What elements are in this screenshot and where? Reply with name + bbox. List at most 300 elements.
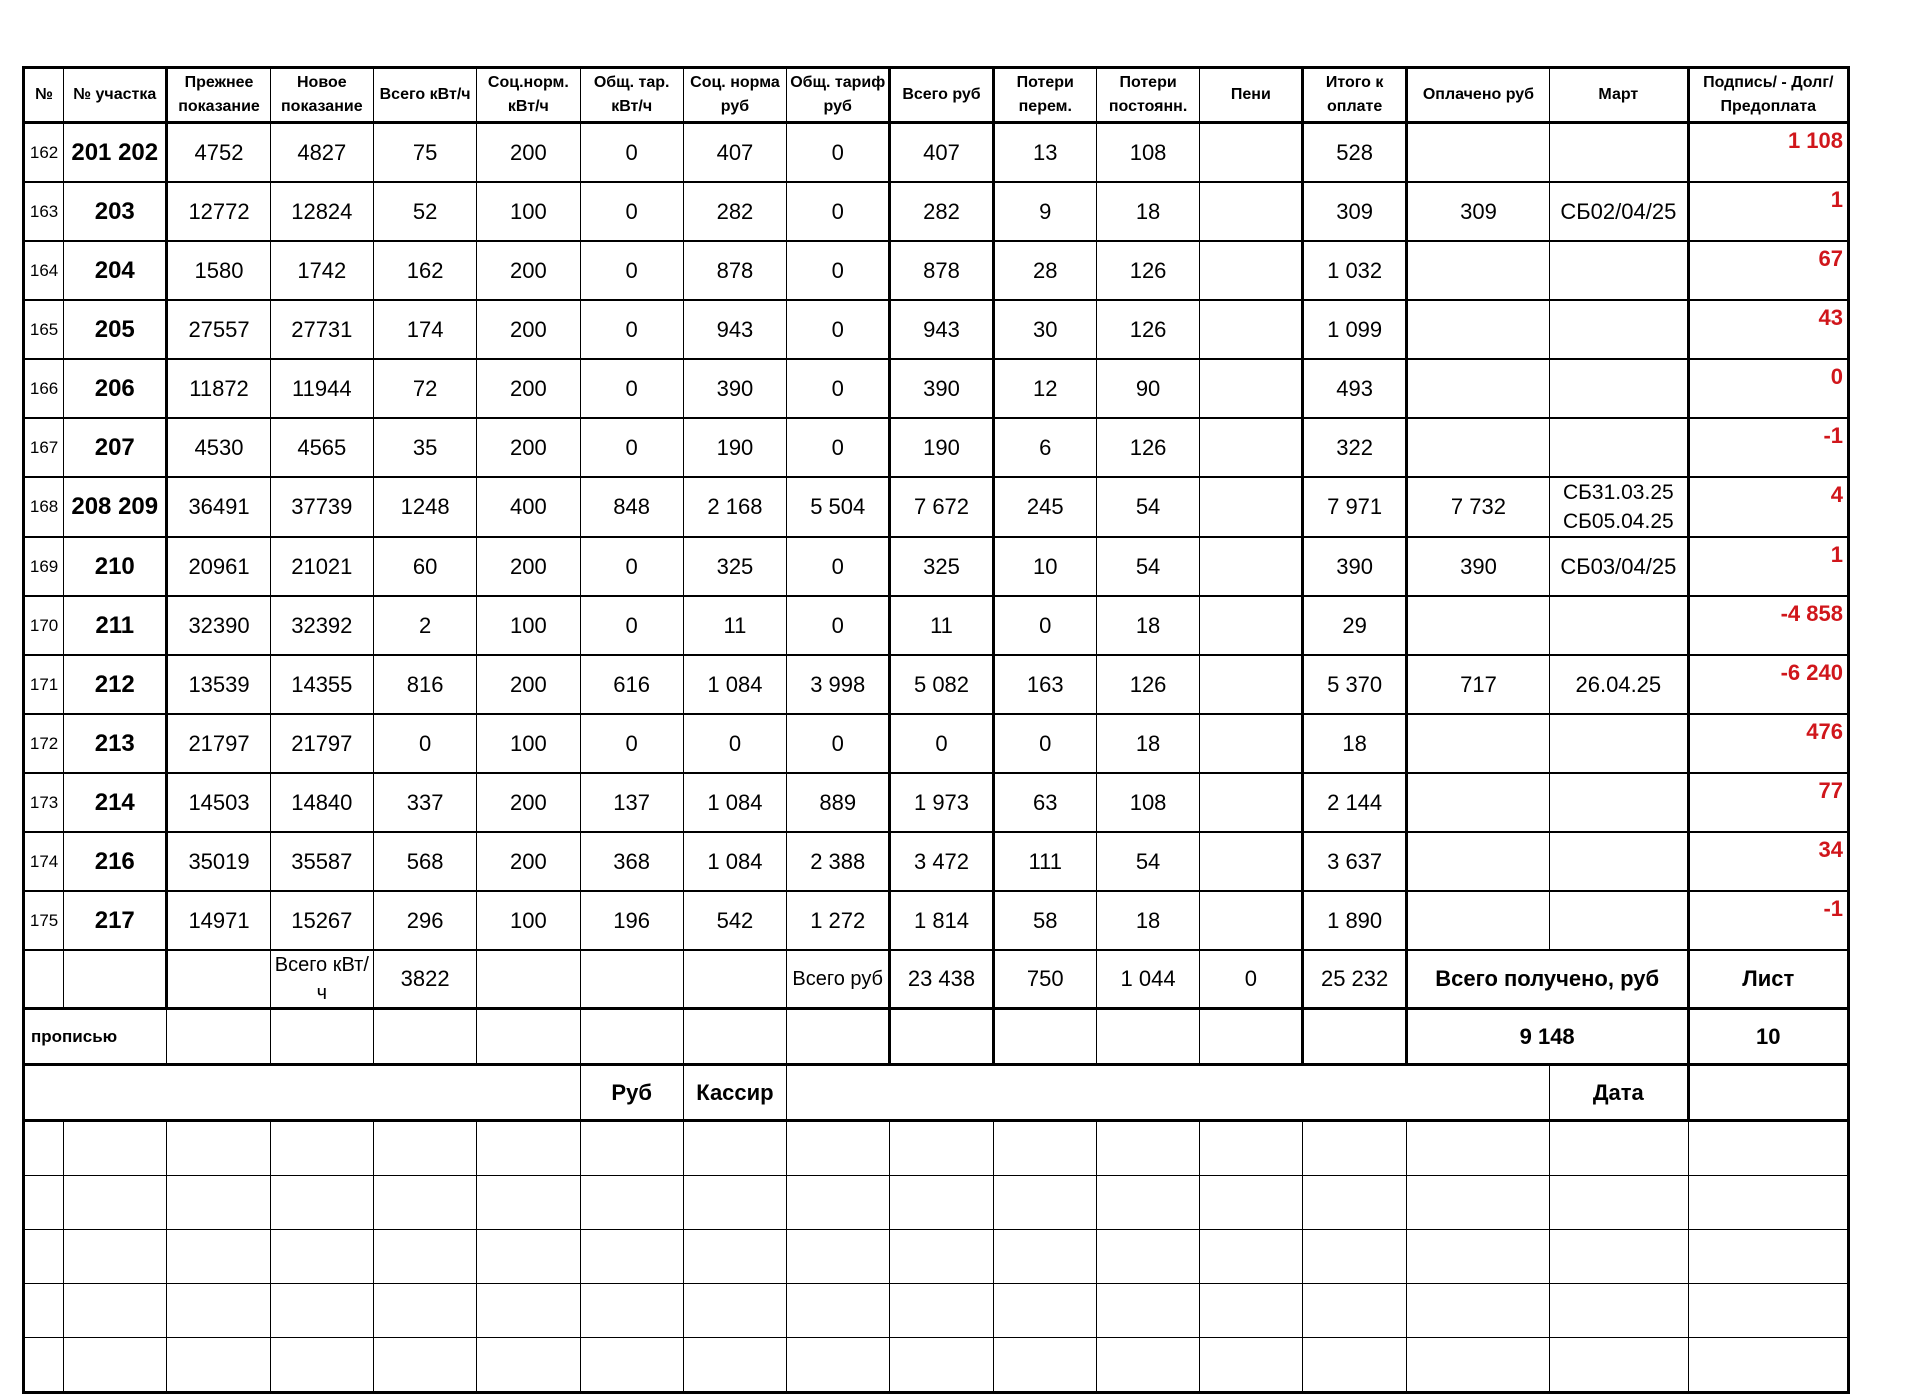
cell-peni: [1200, 300, 1303, 359]
total-to-pay: 25 232: [1303, 950, 1406, 1009]
cell-total_kwh: 337: [373, 773, 476, 832]
table-row: [24, 477, 1849, 537]
cell-total_kwh: 60: [373, 537, 476, 596]
cell-paid: [1406, 773, 1549, 832]
empty-cell: [24, 1065, 581, 1121]
empty-cell: [1200, 1121, 1303, 1176]
cell-debt: 4: [1688, 477, 1848, 537]
cell-prev: 21797: [167, 714, 270, 773]
cell-gen_kwh: 0: [580, 359, 683, 418]
empty-cell: [580, 1009, 683, 1065]
empty-cell: [1688, 1284, 1848, 1338]
cell-gen_kwh: 0: [580, 241, 683, 300]
totals-row: [24, 950, 1849, 1009]
empty-cell: [580, 1284, 683, 1338]
empty-cell: [270, 1284, 373, 1338]
cell-new: 21797: [270, 714, 373, 773]
empty-cell: [787, 1230, 890, 1284]
cell-soc_kwh: 100: [477, 182, 580, 241]
cell-n: 162: [24, 123, 64, 183]
cell-to_pay: 322: [1303, 418, 1406, 477]
cell-plot: 212: [64, 655, 167, 714]
total-loss-variable: 750: [993, 950, 1096, 1009]
cell-gen_kwh: 0: [580, 596, 683, 655]
empty-cell: [1303, 1230, 1406, 1284]
cell-total_kwh: 2: [373, 596, 476, 655]
col-loss-variable-header: Потери перем.: [993, 68, 1096, 123]
cell-n: 172: [24, 714, 64, 773]
empty-cell: [1688, 1230, 1848, 1284]
cell-prev: 14971: [167, 891, 270, 950]
col-social-rub-header: Соц. норма руб: [683, 68, 786, 123]
cell-new: 21021: [270, 537, 373, 596]
empty-cell: [683, 1230, 786, 1284]
empty-cell: [787, 1176, 890, 1230]
empty-cell: [167, 1009, 270, 1065]
empty-cell: [477, 1176, 580, 1230]
cell-peni: [1200, 773, 1303, 832]
blank-row: [24, 1176, 1849, 1230]
cell-march: [1550, 891, 1688, 950]
empty-cell: [64, 1121, 167, 1176]
col-general-rub-header: Общ. тариф руб: [787, 68, 890, 123]
cell-total_kwh: 816: [373, 655, 476, 714]
empty-cell: [890, 1121, 993, 1176]
cell-prev: 4530: [167, 418, 270, 477]
cell-total_rub: 1 973: [890, 773, 993, 832]
table-row: [24, 359, 1849, 418]
cell-new: 15267: [270, 891, 373, 950]
empty-cell: [890, 1009, 993, 1065]
date-cell: [1688, 1065, 1848, 1121]
cell-new: 1742: [270, 241, 373, 300]
cell-total_kwh: 1248: [373, 477, 476, 537]
cell-soc_rub: 1 084: [683, 773, 786, 832]
empty-cell: [993, 1121, 1096, 1176]
cell-loss_var: 9: [993, 182, 1096, 241]
header-row: [24, 68, 1849, 123]
empty-cell: [1406, 1284, 1549, 1338]
cell-total_kwh: 75: [373, 123, 476, 183]
empty-cell: [890, 1176, 993, 1230]
empty-cell: [890, 1284, 993, 1338]
cell-plot: 217: [64, 891, 167, 950]
cell-gen_rub: 0: [787, 241, 890, 300]
empty-cell: [1200, 1338, 1303, 1393]
cell-paid: [1406, 596, 1549, 655]
table-row: [24, 182, 1849, 241]
total-kwh-label: Всего кВт/ч: [270, 950, 373, 1009]
cell-soc_rub: 11: [683, 596, 786, 655]
cell-plot: 207: [64, 418, 167, 477]
empty-cell: [24, 1121, 64, 1176]
cell-plot: 216: [64, 832, 167, 891]
cell-paid: [1406, 714, 1549, 773]
cell-peni: [1200, 596, 1303, 655]
col-total-rub-header: Всего руб: [890, 68, 993, 123]
cell-loss_var: 12: [993, 359, 1096, 418]
empty-cell: [477, 1121, 580, 1176]
cell-soc_kwh: 200: [477, 537, 580, 596]
empty-cell: [24, 1176, 64, 1230]
empty-cell: [167, 1230, 270, 1284]
cell-total_rub: 943: [890, 300, 993, 359]
cell-loss_var: 10: [993, 537, 1096, 596]
empty-cell: [167, 1121, 270, 1176]
empty-cell: [580, 1176, 683, 1230]
cell-debt: 476: [1688, 714, 1848, 773]
cell-to_pay: 3 637: [1303, 832, 1406, 891]
empty-cell: [477, 1230, 580, 1284]
table-row: [24, 123, 1849, 183]
empty-cell: [1200, 1284, 1303, 1338]
cell-total_rub: 7 672: [890, 477, 993, 537]
cell-paid: 7 732: [1406, 477, 1549, 537]
cell-to_pay: 18: [1303, 714, 1406, 773]
table-row: [24, 418, 1849, 477]
cell-total_rub: 1 814: [890, 891, 993, 950]
empty-cell: [167, 1338, 270, 1393]
cell-gen_kwh: 0: [580, 123, 683, 183]
table-row: [24, 773, 1849, 832]
empty-cell: [270, 1009, 373, 1065]
cell-march: [1550, 418, 1688, 477]
cell-gen_kwh: 0: [580, 537, 683, 596]
cell-debt: 0: [1688, 359, 1848, 418]
empty-cell: [580, 950, 683, 1009]
cell-soc_kwh: 200: [477, 832, 580, 891]
cell-paid: [1406, 241, 1549, 300]
col-to-pay-header: Итого к оплате: [1303, 68, 1406, 123]
cell-debt: -1: [1688, 418, 1848, 477]
cell-loss_var: 6: [993, 418, 1096, 477]
cell-to_pay: 390: [1303, 537, 1406, 596]
empty-cell: [477, 1284, 580, 1338]
table-row: [24, 537, 1849, 596]
cell-loss_const: 126: [1096, 418, 1199, 477]
cell-to_pay: 7 971: [1303, 477, 1406, 537]
cell-plot: 208 209: [64, 477, 167, 537]
col-debt-prepay-header: Подпись/ - Долг/Предоплата: [1688, 68, 1848, 123]
cell-loss_const: 90: [1096, 359, 1199, 418]
empty-cell: [1200, 1176, 1303, 1230]
empty-cell: [890, 1338, 993, 1393]
cell-n: 165: [24, 300, 64, 359]
cell-loss_const: 108: [1096, 123, 1199, 183]
cell-gen_rub: 5 504: [787, 477, 890, 537]
blank-row: [24, 1230, 1849, 1284]
cell-loss_var: 13: [993, 123, 1096, 183]
cell-march: [1550, 300, 1688, 359]
empty-cell: [373, 1284, 476, 1338]
cell-gen_rub: 889: [787, 773, 890, 832]
cell-to_pay: 1 890: [1303, 891, 1406, 950]
empty-cell: [993, 1338, 1096, 1393]
cell-plot: 201 202: [64, 123, 167, 183]
table-row: [24, 891, 1849, 950]
empty-cell: [580, 1121, 683, 1176]
cell-total_rub: 3 472: [890, 832, 993, 891]
table-row: [24, 655, 1849, 714]
empty-cell: [24, 1230, 64, 1284]
empty-cell: [24, 950, 64, 1009]
total-rub-label: Всего руб: [787, 950, 890, 1009]
col-total-kwh-header: Всего кВт/ч: [373, 68, 476, 123]
empty-cell: [373, 1121, 476, 1176]
cell-gen_kwh: 0: [580, 300, 683, 359]
cell-to_pay: 1 032: [1303, 241, 1406, 300]
cell-peni: [1200, 241, 1303, 300]
empty-cell: [1303, 1284, 1406, 1338]
cell-gen_kwh: 196: [580, 891, 683, 950]
empty-cell: [1550, 1176, 1688, 1230]
table-row: [24, 714, 1849, 773]
empty-cell: [787, 1284, 890, 1338]
table-row: [24, 832, 1849, 891]
cell-to_pay: 2 144: [1303, 773, 1406, 832]
cell-new: 35587: [270, 832, 373, 891]
cell-total_rub: 190: [890, 418, 993, 477]
empty-cell: [24, 1338, 64, 1393]
empty-cell: [477, 1338, 580, 1393]
cell-gen_rub: 3 998: [787, 655, 890, 714]
empty-cell: [1688, 1121, 1848, 1176]
empty-cell: [167, 1284, 270, 1338]
cell-total_rub: 0: [890, 714, 993, 773]
col-number-header: №: [24, 68, 64, 123]
cell-loss_const: 18: [1096, 891, 1199, 950]
total-kwh-value: 3822: [373, 950, 476, 1009]
sheet-label: Лист: [1688, 950, 1848, 1009]
cell-total_rub: 11: [890, 596, 993, 655]
cell-gen_rub: 0: [787, 596, 890, 655]
cell-march: [1550, 359, 1688, 418]
empty-cell: [64, 1230, 167, 1284]
cell-plot: 213: [64, 714, 167, 773]
cell-soc_kwh: 200: [477, 418, 580, 477]
empty-cell: [993, 1176, 1096, 1230]
cell-soc_rub: 325: [683, 537, 786, 596]
cell-plot: 210: [64, 537, 167, 596]
empty-cell: [373, 1176, 476, 1230]
cell-new: 11944: [270, 359, 373, 418]
empty-cell: [993, 1230, 1096, 1284]
cell-prev: 1580: [167, 241, 270, 300]
cell-loss_const: 126: [1096, 655, 1199, 714]
cell-loss_const: 54: [1096, 537, 1199, 596]
total-received-value: 9 148: [1406, 1009, 1688, 1065]
cell-plot: 211: [64, 596, 167, 655]
cell-loss_var: 0: [993, 596, 1096, 655]
table-row: [24, 300, 1849, 359]
payment-sheet-table: [22, 66, 1850, 1394]
empty-cell: [1303, 1338, 1406, 1393]
cell-gen_rub: 0: [787, 714, 890, 773]
cell-loss_const: 18: [1096, 182, 1199, 241]
cell-march: СБ03/04/25: [1550, 537, 1688, 596]
empty-cell: [993, 1284, 1096, 1338]
cell-loss_const: 54: [1096, 832, 1199, 891]
cell-gen_rub: 0: [787, 182, 890, 241]
cell-soc_rub: 542: [683, 891, 786, 950]
total-rub-value: 23 438: [890, 950, 993, 1009]
cell-gen_kwh: 0: [580, 714, 683, 773]
cell-paid: [1406, 300, 1549, 359]
empty-cell: [1550, 1338, 1688, 1393]
sheet-number: 10: [1688, 1009, 1848, 1065]
col-new-reading-header: Новое показание: [270, 68, 373, 123]
cell-prev: 14503: [167, 773, 270, 832]
empty-cell: [167, 1176, 270, 1230]
cell-peni: [1200, 537, 1303, 596]
cell-march: [1550, 773, 1688, 832]
col-march-header: Март: [1550, 68, 1688, 123]
cell-march: [1550, 596, 1688, 655]
cell-loss_var: 58: [993, 891, 1096, 950]
cell-peni: [1200, 182, 1303, 241]
cell-soc_rub: 190: [683, 418, 786, 477]
cell-total_rub: 5 082: [890, 655, 993, 714]
empty-cell: [1550, 1284, 1688, 1338]
cell-soc_rub: 2 168: [683, 477, 786, 537]
cell-loss_var: 28: [993, 241, 1096, 300]
empty-cell: [1303, 1009, 1406, 1065]
cell-prev: 13539: [167, 655, 270, 714]
total-penalty: 0: [1200, 950, 1303, 1009]
cell-loss_var: 0: [993, 714, 1096, 773]
cell-march: СБ31.03.25 СБ05.04.25: [1550, 477, 1688, 537]
empty-cell: [1200, 1230, 1303, 1284]
cell-soc_kwh: 200: [477, 241, 580, 300]
cashier-signature-cell: [787, 1065, 1550, 1121]
cell-loss_const: 126: [1096, 241, 1199, 300]
cell-loss_const: 126: [1096, 300, 1199, 359]
cell-n: 164: [24, 241, 64, 300]
cell-total_kwh: 72: [373, 359, 476, 418]
amount-in-words-row: [24, 1009, 1849, 1065]
empty-cell: [787, 1009, 890, 1065]
cell-paid: [1406, 891, 1549, 950]
cell-soc_rub: 878: [683, 241, 786, 300]
table-row: [24, 596, 1849, 655]
cell-soc_rub: 390: [683, 359, 786, 418]
cell-gen_rub: 1 272: [787, 891, 890, 950]
cell-debt: 77: [1688, 773, 1848, 832]
cell-n: 168: [24, 477, 64, 537]
cell-loss_var: 245: [993, 477, 1096, 537]
col-general-kwh-header: Общ. тар. кВт/ч: [580, 68, 683, 123]
cell-to_pay: 309: [1303, 182, 1406, 241]
cell-soc_rub: 407: [683, 123, 786, 183]
cell-n: 173: [24, 773, 64, 832]
cell-to_pay: 493: [1303, 359, 1406, 418]
cell-gen_rub: 2 388: [787, 832, 890, 891]
cell-paid: [1406, 123, 1549, 183]
empty-cell: [683, 1338, 786, 1393]
cell-n: 170: [24, 596, 64, 655]
empty-cell: [24, 1284, 64, 1338]
cell-new: 4565: [270, 418, 373, 477]
cell-paid: 390: [1406, 537, 1549, 596]
cell-prev: 12772: [167, 182, 270, 241]
cell-new: 14840: [270, 773, 373, 832]
cell-march: [1550, 714, 1688, 773]
cell-n: 171: [24, 655, 64, 714]
cell-march: [1550, 241, 1688, 300]
cell-plot: 206: [64, 359, 167, 418]
cell-gen_kwh: 0: [580, 418, 683, 477]
cell-soc_kwh: 200: [477, 359, 580, 418]
cell-peni: [1200, 832, 1303, 891]
empty-cell: [683, 1176, 786, 1230]
cell-total_rub: 390: [890, 359, 993, 418]
empty-cell: [580, 1338, 683, 1393]
empty-cell: [1096, 1121, 1199, 1176]
cell-soc_kwh: 100: [477, 714, 580, 773]
empty-cell: [580, 1230, 683, 1284]
blank-row: [24, 1338, 1849, 1393]
cell-debt: -4 858: [1688, 596, 1848, 655]
cell-total_kwh: 296: [373, 891, 476, 950]
cell-to_pay: 5 370: [1303, 655, 1406, 714]
cell-total_kwh: 52: [373, 182, 476, 241]
cell-loss_var: 63: [993, 773, 1096, 832]
cell-soc_rub: 282: [683, 182, 786, 241]
cell-paid: [1406, 359, 1549, 418]
cell-debt: 1: [1688, 182, 1848, 241]
cell-paid: 717: [1406, 655, 1549, 714]
cell-gen_kwh: 0: [580, 182, 683, 241]
cell-debt: -6 240: [1688, 655, 1848, 714]
date-label: Дата: [1550, 1065, 1688, 1121]
col-paid-header: Оплачено руб: [1406, 68, 1549, 123]
cell-total_kwh: 174: [373, 300, 476, 359]
cell-gen_kwh: 137: [580, 773, 683, 832]
cell-soc_rub: 1 084: [683, 832, 786, 891]
blank-row: [24, 1284, 1849, 1338]
cell-new: 37739: [270, 477, 373, 537]
cashier-row: [24, 1065, 1849, 1121]
cell-new: 12824: [270, 182, 373, 241]
cell-debt: -1: [1688, 891, 1848, 950]
cell-loss_const: 54: [1096, 477, 1199, 537]
empty-cell: [1688, 1176, 1848, 1230]
cell-paid: [1406, 832, 1549, 891]
cell-total_kwh: 162: [373, 241, 476, 300]
cell-n: 167: [24, 418, 64, 477]
cell-peni: [1200, 123, 1303, 183]
empty-cell: [64, 1284, 167, 1338]
col-plot-header: № участка: [64, 68, 167, 123]
cell-peni: [1200, 477, 1303, 537]
cell-total_kwh: 568: [373, 832, 476, 891]
cell-soc_kwh: 200: [477, 123, 580, 183]
empty-cell: [890, 1230, 993, 1284]
cell-debt: 1 108: [1688, 123, 1848, 183]
amount-in-words-label: прописью: [24, 1009, 167, 1065]
empty-cell: [787, 1121, 890, 1176]
empty-cell: [64, 950, 167, 1009]
cell-peni: [1200, 359, 1303, 418]
cell-gen_rub: 0: [787, 418, 890, 477]
cell-debt: 34: [1688, 832, 1848, 891]
empty-cell: [1303, 1121, 1406, 1176]
empty-cell: [1200, 1009, 1303, 1065]
cell-peni: [1200, 655, 1303, 714]
empty-cell: [270, 1338, 373, 1393]
empty-cell: [373, 1338, 476, 1393]
cell-gen_rub: 0: [787, 300, 890, 359]
